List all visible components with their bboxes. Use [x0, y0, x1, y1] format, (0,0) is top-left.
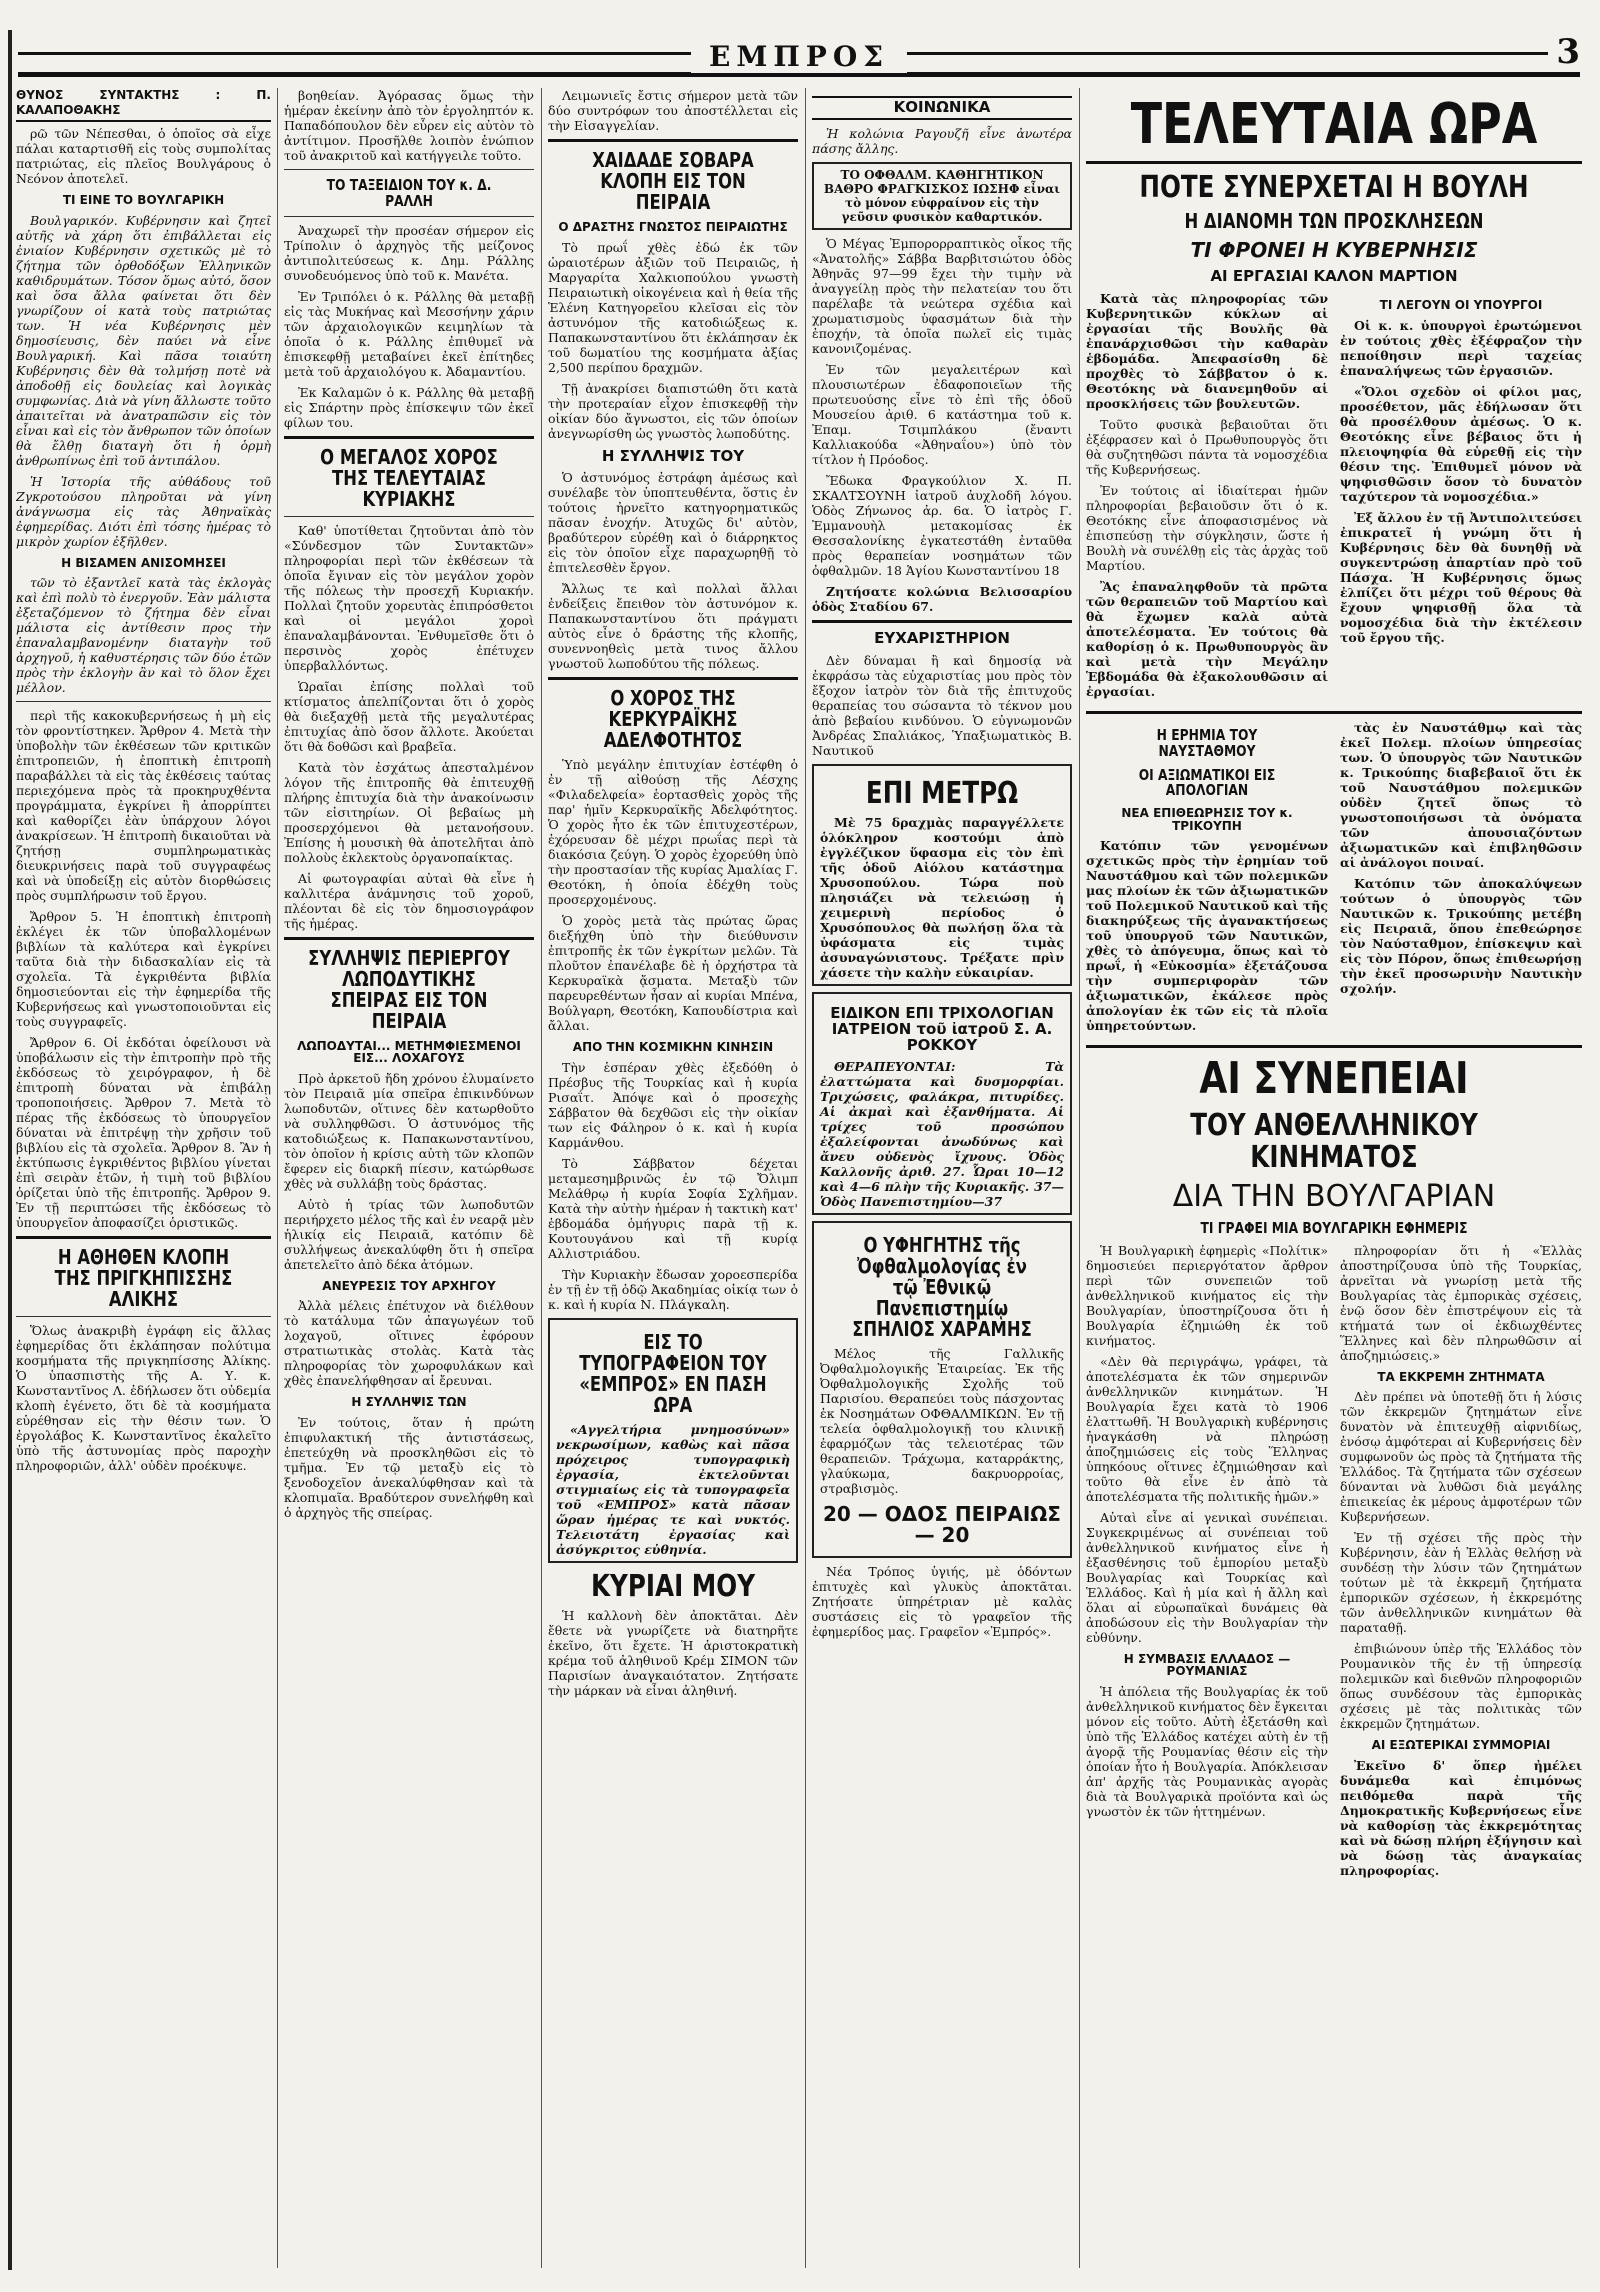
headline-naval-yard: Η ΕΡΗΜΙΑ ΤΟΥ ΝΑΥΣΤΑΘΜΟΥ [1156, 726, 1258, 760]
headline-pickpocket-ring: ΣΥΛΛΗΨΙΣ ΠΕΡΙΕΡΓΟΥ ΛΩΠΟΔΥΤΙΚΗΣ ΣΠΕΙΡΑΣ ΕΙΣ ΤΟΝ ΠΕΙΡΑΙΑ [308, 945, 510, 1033]
section-social: ΚΟΙΝΩΝΙΚΑ [812, 96, 1072, 120]
subheadline: ΤΟΥ ΑΝΘΕΛΛΗΝΙΚΟΥ ΚΙΝΗΜΑΤΟΣ [1190, 1108, 1478, 1175]
column-1 [16, 88, 271, 2278]
article-paragraph: τὰς ἐν Ναυστάθμῳ καὶ τὰς ἐκεῖ Πολεμ. πλοίων ὑπηρεσίας των. Ὁ ὑπουργὸς τῶν Ναυτικῶν κ. Τρικούπης διαβεβαιοῖ ὅτι ἐκ τοῦ Ναυστάθμου πολεμικῶν οὐδὲν ζητεῖ ὅπως τὸ γνωστοποιήσωσι τὰ ὀνόματα τῶν ἀπουσιαζόντων ἀξιωματικῶν καὶ ἐπιβληθῶσιν αἱ ἀνάλογοι ποιναί. [1340, 720, 1582, 871]
headline-thanks: ΕΥΧΑΡΙΣΤΗΡΙΟΝ [874, 628, 1010, 647]
ad-headline: ΕΙΣ ΤΟ ΤΥΠΟΓΡΑΦΕΙΟΝ ΤΟΥ «ΕΜΠΡΟΣ» ΕΝ ΠΑΣΗ ΩΡΑ [579, 1329, 767, 1417]
subheadline: ΑΠΟ ΤΗΝ ΚΟΣΜΙΚΗΝ ΚΙΝΗΣΙΝ [572, 1040, 774, 1055]
two-column-article [1086, 720, 1582, 1039]
article-paragraph: Ἡ Βουλγαρικὴ ἐφημερὶς «Πολίτικ» δημοσιεύει περιεργότατον ἄρθρον περὶ τῶν συνεπειῶν τοῦ ἀνθελληνικοῦ κινήματος εἰς τὴν Βουλγαρίαν, ὑποστηρίζουσα ὅτι ἡ Βουλγαρία ἐζημιώθη ἐκ τοῦ κινήματος. [1086, 1242, 1328, 1348]
ad-headline: Ο ΥΦΗΓΗΤΗΣ τῆς Ὀφθαλμολογίας ἐν τῷ Ἐθνικῷ Πανεπιστημίῳ ΣΠΗΛΙΟΣ ΧΑΡΑΜΗΣ [852, 1233, 1032, 1342]
article-paragraph: Τὴν Κυριακὴν ἔδωσαν χοροεσπερίδα ἐν τῇ ἐν τῇ ὁδῷ Ἀκαδημίας οἰκίᾳ των ὁ κ. καὶ ἡ κυρία Ν. Πλάγκαλη. [548, 1266, 798, 1312]
article-paragraph: Κατὰ τὸν ἐσχάτως ἀπεσταλμένον λόγον τῆς ἐπιτροπῆς θὰ ἐπιτευχθῇ πλήρης ἐπιτυχία διὰ τὴν ἀνακοίνωσιν τῶν εἰσιτηρίων. Οἱ βεβαίως μὴ προσερχόμενοι θὰ μετανοήσουν. Ἐπίσης ἡ μουσικὴ θὰ ἀποτελῆται ἀπὸ πολλοὺς ἐκλεκτοὺς ὀργανοπαίκτας. [284, 759, 534, 865]
headline-rallis-trip: ΤΟ ΤΑΞΕΙΔΙΟΝ ΤΟΥ κ. Δ. ΡΑΛΛΗ [326, 176, 492, 210]
subheadline: Η ΔΙΑΝΟΜΗ ΤΩΝ ΠΡΟΣΚΛΗΣΕΩΝ [1184, 209, 1484, 234]
ad-address: 20 — ΟΔΟΣ ΠΕΙΡΑΙΩΣ — 20 [823, 1502, 1061, 1548]
tailor-ad [812, 764, 1072, 987]
headline-stolen-jewels: Η ΑΘΗΘΕΝ ΚΛΟΠΗ ΤΗΣ ΠΡΙΓΚΗΠΙΣΣΗΣ ΑΛΙΚΗΣ [54, 1245, 233, 1312]
subheadline: ΟΙ ΑΞΙΩΜΑΤΙΚΟΙ ΕΙΣ ΑΠΟΛΟΓΙΑΝ [1138, 765, 1276, 800]
article-paragraph: Αὐταὶ εἶνε αἱ γενικαὶ συνέπειαι. Συγκεκριμένως αἱ συνέπειαι τοῦ ἀνθελληνικοῦ κινήματος εἶνε ἡ ἐξασθένησις τοῦ ἐμπορίου μεταξὺ Βουλγαρίας καὶ Τουρκίας καὶ Ἑλλάδος. Καὶ ἡ μία καὶ ἡ ἄλλη καὶ ὅλαι αἱ εὐρωπαϊκαὶ δυνάμεις θὰ ἀποδώσουν εἰς τὴν Βουλγαρίαν τὴν εὐθύνην. [1086, 1509, 1328, 1645]
column-divider [1079, 88, 1080, 2268]
article-paragraph: Οἱ κ. κ. ὑπουργοὶ ἐρωτώμενοι ἐν τούτοις χθὲς ἐξέφραζον τὴν πεποίθησιν περὶ ταχείας ἐπαναλήψεως τῶν ἐργασιῶν. [1340, 317, 1582, 378]
headline-last-hour: ΤΕΛΕΥΤΑΙΑ ΩΡΑ [1130, 92, 1538, 157]
article-divider [284, 516, 534, 517]
article-paragraph: πληροφορίαν ὅτι ἡ «Ἑλλὰς ἀποστηρίζουσα ὑπὸ τῆς Τουρκίας, ἀρνεῖται νὰ γνωρίσῃ μετὰ τῆς Βουλγαρίας τὰς ἐμπορικὰς σχέσεις, ἐνῷ ὅσον δὲν ἐπιστρέψουν εἰς τὰ κτήματά των οἱ ἐκδιωχθέντες Ἕλληνες καὶ δὲν πληρωθῶσιν αἱ ἀποζημιώσεις.» [1340, 1242, 1582, 1363]
article-paragraph: Δὲν δύναμαι ἢ καὶ δημοσίᾳ νὰ ἐκφράσω τὰς εὐχαριστίας μου πρὸς τὸν ἔξοχον ἰατρὸν τὸν διὰ τῆς ἐπιτυχοῦς θεραπείας του σώσαντα τὸ τέκνον μου ἀπὸ βεβαίου κινδύνου. Ὁ εὐγνωμονῶν Ἀνδρέας Σπαλιάκος, Ὑπαξιωματικὸς Β. Ναυτικοῦ [812, 652, 1072, 758]
editor-line: ΘΥΝΟΣ ΣΥΝΤΑΚΤΗΣ : Π. ΚΑΛΑΠΟΘΑΚΗΣ [16, 88, 271, 122]
article-paragraph: ἐπιβιώνουν ὑπὲρ τῆς Ἑλλάδος τὸν Ρουμανικὸν τῆς ἐν τῇ ὑπηρεσίᾳ πολεμικῶν καὶ διεθνῶν πληροφοριῶν ὅπως συνδέσουν τὰς ἐμπορικὰς σχέσεις μὲ τὰς πολιτικὰς τῶν ἐκκρεμῶν ζητημάτων. [1340, 1641, 1582, 1732]
mineral-water-ad: ΤΟ ΟΦΘΑΛΜ. ΚΑΘΗΓΗΤΙΚΟΝ ΒΑΘΡΟ ΦΡΑΓΚΙΣΚΟΣ ΙΩΣΗΦ εἶναι τὸ μόνον εὐφραίνον εἰς τὴν γεῦσιν φυσικὸν καθαρτικόν. [812, 162, 1072, 230]
article-paragraph: Ἀλλὰ μέλεις ἐπέτυχον νὰ διέλθουν τὸ κατάλυμα τῶν ἀπαγωγέων τοῦ λοχαγοῦ, οἵτινες ἐφόρουν στρατιωτικὰς στολὰς. Κατὰ τὰς πληροφορίας τὸν χωροφυλάκων καὶ χθὲς ἐπανελήφθησαν αἱ ἔρευναι. [284, 1298, 534, 1389]
column-divider [277, 88, 278, 2268]
article-paragraph: Ἐξ ἄλλου ἐν τῇ Ἀντιπολιτεύσει ἐπικρατεῖ ἡ γνώμη ὅτι ἡ Κυβέρνησις δὲν θὰ δυνηθῇ νὰ συγκεντρώσῃ ἀπαρτίαν πρὸ τοῦ Πάσχα. Ἡ Κυβέρνησις ὅμως ἐλπίζει ὅτι μέχρι τοῦ θέρους θὰ ἔχουν ψηφισθῇ ὅλα τὰ νομοσχέδια διὰ τὴν ἐκτέλεσιν τοῦ ἔργου τῆς. [1340, 509, 1582, 645]
subheadline: ΤΙ ΛΕΓΟΥΝ ΟΙ ΥΠΟΥΡΓΟΙ [1379, 298, 1543, 313]
newspaper-title: ΕΜΠΡΟΣ [691, 40, 907, 73]
article-divider [284, 169, 534, 170]
article-paragraph: Αἱ φωτογραφίαι αὐταὶ θὰ εἶνε ἡ καλλιτέρα ἀνάμνησις τοῦ χοροῦ, πλέονται δὲ εἰς τὸν δημοσιογράφον τῆς ἡμέρας. [284, 870, 534, 931]
article-paragraph: Ὁ χορὸς μετὰ τὰς πρώτας ὥρας διεξήχθη ὑπὸ τὴν διεύθυνσιν ἐπιτροπῆς ἐκ τῶν ἐγκρίτων μελῶν. Τὰ πλοῦτον ἐπανέλαβε δὲ ἡ ὀρχήστρα τὰ Κερκυραϊκὰ ᾄσματα. Μεταξὺ τῶν παρευρεθέντων ἦσαν αἱ κυρίαι Μπένα, Βούλγαρη, Θεοτόκη, Καπουδίστρια καὶ ἄλλαι. [548, 913, 798, 1034]
subheadline: ΝΕΑ ΕΠΙΘΕΩΡΗΣΙΣ ΤΟΥ κ. ΤΡΙΚΟΥΠΗ [1121, 806, 1293, 833]
article-divider [16, 1236, 271, 1239]
article-paragraph: Ὑπὸ μεγάλην ἐπιτυχίαν ἐστέφθη ὁ ἐν τῇ αἰθούσῃ τῆς Λέσχης «Φιλαδελφεία» ἑορτασθεὶς χορὸς τῆς παρ' ἡμῖν Κερκυραϊκῆς Ἀδελφότητος. Ὁ χορὸς ἦτο ἐκ τῶν ἐπιτυχεστέρων, ἐχόρευσαν δὲ μέχρι πρωΐας περὶ τὰ διακόσια ζεύγη. Ὁ χορὸς ἐχορεύθη ὑπὸ τὴν προστασίαν τῆς κυρίας Ἀμαλίας Γ. Θεοτόκη, ἡ ὁποία ἐδέχθη τοὺς προσερχομένους. [548, 757, 798, 908]
article-paragraph: Ἂς ἐπαναληφθοῦν τὰ πρῶτα τῶν θεραπειῶν τοῦ Μαρτίου καὶ θὰ ἔχωμεν καλὰ αὐτὰ ἀποτελέσματα. Ἐν τούτοις θὰ καθορίσῃ ὁ κ. Πρωθυπουργὸς ἂν καὶ μετὰ τὴν Μεγάλην Ἑβδομάδα θὰ ἐξακολουθῶσιν αἱ ἐργασίαι. [1086, 579, 1328, 700]
article-paragraph: Τὴν ἑσπέραν χθὲς ἐξεδόθη ὁ Πρέσβυς τῆς Τουρκίας καὶ ἡ κυρία Ρισαΐτ. Ἀπόψε καὶ ὁ προσεχὴς Σάββατον θὰ δεχθῶσι εἰς τὴν οἰκίαν των εἰς Φάληρον ὁ κ. καὶ ἡ κυρία Καρμάνθου. [548, 1059, 798, 1150]
article-paragraph: τῶν τὸ ἐξαντλεῖ κατὰ τὰς ἐκλογὰς καὶ ἐπὶ πολὺ τὸ ἐνεργοῦν. Ἐὰν μάλιστα ἐξεταζόμενον τὸ ζήτημα δὲν εἶναι μάλιστα εἰς ἀντίθεσιν προς τὴν ἐπαναλαμβανομένην διαταγὴν τοῦ ἀρχηγοῦ, ἡ καθυστέρησις τῶν δύο ἑτῶν πρὸς τὴν ἐκλογὴν ἂν καὶ τὸ ὅλον ἔχει μέλλον. [16, 575, 271, 696]
article-paragraph: «Δὲν θὰ περιγράψω, γράφει, τὰ ἀποτελέσματα ἐκ τῶν σημερινῶν ἀνθελληνικῶν κινημάτων. Ἡ Βουλγαρία ἔχει κατὰ τὸ 1906 ἐλαττωθῆ. Ἡ Βουλγαρικὴ κυβέρνησις ἠναγκάσθη νὰ πληρώσῃ ἀποζημιώσεις εἰς τοὺς Ἕλληνας ὑπηκόους οἵτινες ἐζημιώθησαν καὶ τοῦτο θὰ εἶνε ἐν ἀπὸ τὰ ἀποτελέσματα τῆς πολιτικῆς ἡμῶν.» [1086, 1353, 1328, 1504]
article-paragraph: βοηθείαν. Ἀγόρασας ὅμως τὴν ἡμέραν ἐκείνην ἀπὸ τὸν ἐργοληπτόν κ. Παπαδόπουλον δὲν εὗρεν εἰς αὐτὸν τὸ ἀντίτιμον. Προσῆλθε λοιπὸν ἐνώπιον τοῦ ἀνακριτοῦ καὶ κατήγγειλε τοῦτο. [284, 88, 534, 163]
headline-parliament: ΠΟΤΕ ΣΥΝΕΡΧΕΤΑΙ Η ΒΟΥΛΗ [1139, 169, 1529, 205]
subheadline: Η ΣΥΛΛΗΨΙΣ ΤΩΝ [351, 1395, 467, 1410]
doctor-rokkou-ad [812, 992, 1072, 1215]
article-paragraph: Ὅλως ἀνακριβὴ ἐγράφη εἰς ἄλλας ἐφημερίδας ὅτι ἐκλάπησαν πολύτιμα κοσμήματα τῆς πριγκηπίσσης Ἀλίκης. Ὁ ὑπασπιστὴς τῆς Α. Υ. κ. Κωνσταντῖνος Λ. ἐδήλωσεν ὅτι οὐδεμία κλοπὴ ἐγένετο, ὅτι δὲ τὰ κοσμήματα εὑρέθησαν εἰς τὴν θέσιν των. Ὁ ἐργολάβος Κ. Κωνσταντῖνος ἐκαλεῖτο ὑπὸ τῆς ἀστυνομίας πρὸς παροχὴν πληροφοριῶν, ἀλλ' οὐδὲν προέκυψε. [16, 1323, 271, 1474]
article-paragraph: Ἐκεῖνο δ' ὅπερ ἠμέλει δυνάμεθα καὶ ἐπιμόνως πειθόμεθα παρὰ τῆς Δημοκρατικῆς Κυβερνήσεως εἶνε νὰ καθορίσῃ τὰς ἐκκρεμότητας καὶ νὰ δώσῃ πλήρη ἐξήγησιν καὶ νὰ δώσῃ τὰς ἀναγκαίας πληροφορίας. [1340, 1757, 1582, 1878]
headline-piraeus-theft: ΧΑΙΔΑΔΕ ΣΟΒΑΡΑ ΚΛΟΠΗ ΕΙΣ ΤΟΝ ΠΕΙΡΑΙΑ [592, 148, 754, 214]
headline-consequences: ΑΙ ΣΥΝΕΠΕΙΑΙ [1199, 1053, 1469, 1105]
article-paragraph: περὶ τῆς κακοκυβερνήσεως ἡ μὴ εἰς τὸν φροντίστηκεν. Ἄρθρον 4. Μετὰ τὴν ὑποβολὴν τῶν ἐκθέσεων τῶν κριτικῶν ἐπιτροπειῶν, ἡ ἐποπτικὴ ἐπιτροπὴ παραβάλλει τὰ εἰς τὰς ἐκθέσεις ταύτας περιεχόμενα πρὸς τὰ προκηρυχθέντα προγράμματα, ἐγκρίνει ἢ ἀπορρίπτει καὶ καθορίζει ἐὰν ὑπάρχουν λόγοι ἀνακρίσεων. Ἡ ἐπιτροπὴ δικαιοῦται νὰ ζητήσῃ συμπληρωματικὰς διευκρινήσεις παρὰ τοῦ συγγραφέως καὶ νὰ ὑποδείξῃ εἰς αὐτὸν διορθώσεις πρὸς συμπλήρωσιν τοῦ ἔργου. [16, 708, 271, 904]
article-paragraph: Κατὰ τὰς πληροφορίας τῶν Κυβερνητικῶν κύκλων αἱ ἐργασίαι τῆς Βουλῆς θὰ ἐπανάρχισθῶσι τὴν καθαρὰν ἑβδομάδα. Ἀπεφασίσθη δὲ προχθὲς τὸ Σάββατον ὁ κ. Θεοτόκης νὰ διανεμηθοῦν αἱ προσκλήσεις τῶν βουλευτῶν. [1086, 291, 1328, 412]
page-number: 3 [1548, 32, 1580, 72]
article-paragraph: Ὁ ἀστυνόμος ἐστράφη ἀμέσως καὶ συνέλαβε τὸν ὑποπτευθέντα, ὅστις ἐν τούτοις ἠρνεῖτο κατηγορηματικῶς πᾶσαν ἐνοχήν. Ἀτυχῶς δι' αὐτὸν, βραδύτερον εὑρέθη καὶ ὁ διάρρηκτος εἰς τὸν ὁποῖον εἶχε παραχωρηθῇ τὸ ἐπιτελεσθὲν ἔργον. [548, 470, 798, 576]
subheadline: Ο ΔΡΑΣΤΗΣ ΓΝΩΣΤΟΣ ΠΕΙΡΑΙΩΤΗΣ [558, 220, 788, 234]
subheadline: ΑΝΕΥΡΕΣΙΣ ΤΟΥ ΑΡΧΗΓΟΥ [322, 1278, 496, 1293]
article-divider [284, 216, 534, 217]
column-2 [284, 88, 534, 2278]
section-label: ΤΙ ΕΙΝΕ ΤΟ ΒΟΥΛΓΑΡΙΚΗ [62, 193, 225, 207]
article-paragraph: Ἡ κολώνια Ραγουζῆ εἶνε ἀνωτέρα πάσης ἄλλης. [812, 125, 1072, 156]
masthead [18, 34, 1580, 74]
article-paragraph: Τοῦτο φυσικὰ βεβαιοῦται ὅτι ἐξέφρασεν καὶ ὁ Πρωθυπουργὸς ὅτι θὰ συζητηθῶσι πάντα τὰ νομοσχέδια τῆς Κυβερνήσεως. [1086, 417, 1328, 478]
ad-body: «Αγγελτήρια μνημοσύνων» νεκρωσίμων, καθὼς καὶ πᾶσα πρόχειρος τυπογραφικὴ ἐργασία, ἐκτελοῦνται στιγμιαίως εἰς τὰ τυπογραφεῖα τοῦ «ΕΜΠΡΟΣ» κατὰ πᾶσαν ὥραν ἡμέρας τε καὶ νυκτός. Τελειοτάτη ἐργασίας καὶ ἀσύγκριτος εὐθηνία. [556, 1421, 790, 1557]
article-paragraph: Ἀναχωρεῖ τὴν προσέαν σήμερον εἰς Τρίπολιν ὁ ἀρχηγὸς τῆς μείζονος ἀντιπολιτεύσεως κ. Δημ. Ράλλης συνοδευόμενος ὑπὸ τοῦ κ. Μανέτα. [284, 222, 534, 283]
subheadline: ΛΩΠΟΔΥΤΑΙ... ΜΕΤΗΜΦΙΕΣΜΕΝΟΙ ΕΙΣ... ΛΟΧΑΓΟΥΣ [297, 1038, 521, 1066]
article-paragraph: Πρὸ ἀρκετοῦ ἤδη χρόνου ἐλυμαίνετο τὸν Πειραιᾶ μία σπεῖρα ἐπικινδύνων λωποδυτῶν, οἵτινες δὲν κατωρθοῦτο νὰ συλληφθῶσι. Ὁ ἀστυνόμος τῆς κατοδιώξεως κ. Παπακωνσταντίνου, τὸν ὁποῖον ἡ κρίσις αὐτὴ τῶν κλοπῶν ἔφερεν εἰς διαρκῆ πίεσιν, κατώρθωσε χθὲς νὰ συλλάβῃ τοὺς δράστας. [284, 1070, 534, 1191]
right-section [1086, 88, 1582, 2278]
headline-corfu-ball: Ο ΧΟΡΟΣ ΤΗΣ ΚΕΡΚΥΡΑΪΚΗΣ ΑΔΕΛΦΟΤΗΤΟΣ [603, 686, 743, 753]
article-divider [1086, 1045, 1582, 1048]
column-divider [541, 88, 542, 2268]
article-paragraph: «Ὅλοι σχεδὸν οἱ φίλοι μας, προσέθετον, μᾶς ἐδήλωσαν ὅτι θὰ προσέλθουν ἀμέσως. Ὁ κ. Θεοτόκης εἶνε βέβαιος ὅτι ἡ πλειοψηφία θὰ εὑρεθῇ εἰς τὴν θέσιν της. Ἐπιθυμεῖ μόνον νὰ ψηφισθῶσιν ὅσον τὸ δυνατὸν ταχύτερον τὰ νομοσχέδια.» [1340, 383, 1582, 504]
article-paragraph: Ζητήσατε κολώνια Βελισσαρίου ὁδὸς Σταδίου 67. [812, 583, 1072, 614]
ad-body: Μέλος τῆς Γαλλικῆς Ὀφθαλμολογικῆς Ἑταιρείας. Ἐκ τῆς Ὀφθαλμολογικῆς Σχολῆς τοῦ Παρισίου. Θεραπεύει τοὺς πάσχοντας ἐκ Νοσημάτων ΟΦΘΑΛΜΙΚΩΝ. Ἐν τῇ τελεία ὀφθαλμολογικῇ του κλινικῇ ἐφαρμόζων τὰς τελειοτέρας τῶν θεραπειῶν. Τράχωμα, καταρράκτης, γλαύκωμα, δακρυορροίας, στραβισμὸς. [820, 1346, 1064, 1497]
column-3 [548, 88, 798, 2278]
subheadline: Η ΣΥΛΛΗΨΙΣ ΤΟΥ [601, 446, 745, 465]
article-paragraph: Ὁ Μέγας Ἐμπορορραπτικὸς οἶκος τῆς «Ἀνατολῆς» Σάββα Βαρβιτσιώτου ὁδὸς Ἀθηνᾶς 97—99 ἔχει τὴν τιμὴν νὰ ἀναγγείλῃ πρὸς τὴν πελατείαν του ὅτι παρέλαβε τὰ νεώτερα σχέδια καὶ χρωματισμοὺς ὑφασμάτων διὰ τὴν ἐποχήν, τὰ ὁποῖα πωλεῖ εἰς τιμὰς κανονιζομένας. [812, 235, 1072, 356]
article-paragraph: Ἡ Ἰστορία τῆς αὐθάδους τοῦ Ζγκροτούσου πληροῦται νὰ γίνη ἀνάγνωσμα εἰς τὰς Ἀθηναϊκὰς ἐφημερίδας. Διότι ἐπὶ τόσης ἡμέρας τὸ μικρὸν χωρίον ἐξῆλθεν. [16, 473, 271, 549]
article-divider [284, 436, 534, 439]
ophthalmologist-ad [812, 1221, 1072, 1558]
article-paragraph: Κατόπιν τῶν γενομένων σχετικῶς πρὸς τὴν ἐρημίαν τοῦ Ναυστάθμου καὶ τῶν πολεμικῶν μας πλοίων ἐκ τῶν ἀξιωματικῶν τοῦ Πολεμικοῦ Ναυτικοῦ καὶ τῆς διακηρύξεως τῆς ἀγανακτήσεως τοῦ ὑπουργοῦ τῶν Ναυτικῶν, χθὲς τὸ ἀπόγευμα, ὅπως καὶ τὸ πρωΐ, ἡ «Εὐκοσμία» ἐξετάζουσα τὴν συμπεριφορὰν τῶν ἀξιωματικῶν, ἐκάλεσε πρὸς ἀπολογίαν ἐκ τῶν εἰς τὰ πλοῖα ὑπηρετούντων. [1086, 838, 1328, 1034]
headline-ladies: ΚΥΡΙΑΙ ΜΟΥ [590, 1568, 756, 1604]
section-label: Η ΒΙΣΑΜΕΝ ΑΝΙΣΟΜΗΣΕΙ [61, 555, 226, 570]
article-paragraph: Ἔδωκα Φραγκούλιον Χ. Π. ΣΚΑΛΤΣΟΥΝΗ ἰατροῦ ἀυχλοδῆ λόγου. Ὁδὸς Ζήνωνος ἀρ. 6α. Ὁ ἰατρὸς Γ. Ἐμμανουὴλ μετακομίσας ἐκ Θεσσαλονίκης ἐγκατεστάθη ἐνταῦθα πρὸς θεραπείαν νοσημάτων τῶν ὀφθαλμῶν. 18 Ἁγίου Κωνσταντίνου 18 [812, 472, 1072, 578]
subheadline: ΤΙ ΦΡΟΝΕΙ Η ΚΥΒΕΡΝΗΣΙΣ [1190, 238, 1478, 263]
article-divider [548, 139, 798, 142]
two-column-article [1086, 291, 1582, 705]
ad-headline: ΕΠΙ ΜΕΤΡΩ [865, 775, 1019, 811]
article-paragraph: Ἐν τούτοις, ὅταν ἡ πρώτη ἐπιφυλακτική τῆς ἀντιστάσεως, ἐπετεύχθη νὰ προσκληθῶσι εἰς τὸ τμῆμα. Ἐν τῷ μεταξὺ εἰς τὸ ξενοδοχεῖον ἀνεκαλύφθησαν καὶ τὰ κλοπιμαῖα. Βραδύτερον συνελήφθη καὶ ὁ ἀρχηγὸς τῆς σπείρας. [284, 1414, 534, 1520]
column-divider [805, 88, 806, 2268]
article-paragraph: Ἐκ Καλαμῶν ὁ κ. Ράλλης θὰ μεταβῇ εἰς Σπάρτην πρὸς ἐπίσκεψιν τῶν ἐκεῖ φίλων του. [284, 384, 534, 430]
article-paragraph: Αὐτὸ ἡ τρίας τῶν λωποδυτῶν περιήρχετο μέλος τῆς καὶ ἐν νεαρᾷ μὲν ἡλικίᾳ εἰς Πειραιᾶ, κατόπιν δὲ συλλήψεως ἀνεκαλύφθη ὅτι ἡ σπεῖρα ἀπετελεῖτο ἀπὸ δέκα ἀτόμων. [284, 1196, 534, 1272]
article-paragraph: Κατόπιν τῶν ἀποκαλύψεων τούτων ὁ ὑπουργὸς τῶν Ναυτικῶν κ. Τρικούπης μετέβη εἰς Πειραιᾶ, ὅπου ἐπεθεώρησε τὸν Ναύσταθμον, ἐπίσκεψιν καὶ εἰς τὸν Πόρον, ὅπως ἐπιθεωρήσῃ τὴν ἐκεῖ προσωρινὴν Ναυτικὴν σχολήν. [1340, 876, 1582, 997]
article-paragraph: Λειμωνιεῖς ἔστις σήμερον μετὰ τῶν δύο συντρόφων του ἀποστέλλεται εἰς τὴν Εἰσαγγελίαν. [548, 88, 798, 133]
article-paragraph: Ἐν τούτοις αἱ ἰδιαίτεραι ἡμῶν πληροφορίαι βεβαιοῦσιν ὅτι ὁ κ. Θεοτόκης εἶνε ἀποφασισμένος νὰ ἐπισπεύσῃ τὴν σύγκλησιν, ὥστε ἡ Βουλὴ νὰ συνέλθῃ εἰς τὰς ἀρχὰς τοῦ Μαρτίου. [1086, 483, 1328, 574]
ad-headline: ΕΙΔΙΚΟΝ ΕΠΙ ΤΡΙΧΟΛΟΓΙΑΝ ΙΑΤΡΕΙΟΝ τοῦ ἰατροῦ Σ. Α. ΡΟΚΚΟΥ [830, 1004, 1054, 1054]
article-divider [548, 677, 798, 680]
two-column-article [1086, 1243, 1582, 1884]
article-paragraph: Ἐν τῇ σχέσει τῆς πρὸς τὴν Κυβέρνησιν, ἐὰν ἡ Ἑλλὰς θελήσῃ νὰ συνδέσῃ τὴν λύσιν τῶν ζητημάτων τούτων μὲ τὰ ἐκκρεμῆ ζητήματα ἐμπορικῶν σχέσεων, ἡ ἐκκρεμότης τῶν ἀνθελληνικῶν κινημάτων θὰ παραταθῇ. [1340, 1530, 1582, 1636]
article-paragraph: Ἄλλως τε καὶ πολλαὶ ἄλλαι ἐνδείξεις ἔπειθον τὸν ἀστυνόμον κ. Παπακωνσταντίνου ὅτι πράγματι αὐτὸς εἶνε ὁ δράστης τῆς κλοπῆς, συνεννοηθεὶς μετὰ τινος ἄλλου γνωστοῦ λωποδύτου τῆς πόλεως. [548, 581, 798, 672]
article-paragraph: Ἄρθρον 6. Οἱ ἐκδόται ὀφείλουσι νὰ ὑποβάλωσιν εἰς τὴν ἐπιτροπὴν πρὸ τῆς ἐκδόσεως τὸ χειρόγραφον, ἡ δὲ ἐπιτροπὴ δύναται νὰ ἐπιβάλῃ τροποποιήσεις. Ἄρθρον 7. Μετὰ τὸ πέρας τῆς ἐκδόσεως τὸ ὑπουργεῖον δύναται νὰ ἐπιτρέψῃ τὴν χρῆσιν τοῦ βιβλίου εἰς τὰ σχολεῖα. Ἄρθρον 8. Ἂν ἡ ἐκτύπωσις ἐγκριθέντος βιβλίου γίνεται ἐπὶ σειρὰν ἐτῶν, ἡ τιμὴ τοῦ βιβλίου ὁρίζεται ὑπὸ τῆς ἐπιτροπῆς. Ἄρθρον 9. Ἐν τῇ περιπτώσει τῆς ἐκδόσεως τὸ ὑπουργεῖον ἀποφασίζει ὁριστικῶς. [16, 1035, 271, 1231]
article-divider [284, 937, 534, 940]
left-frame-rule [8, 30, 12, 2270]
article-divider [1086, 711, 1582, 714]
article-paragraph: Βουλγαρικόν. Κυβέρνησιν καὶ ζητεῖ αὐτῆς νὰ χάρη ὅτι ἐπιβάλλεται εἰς ἐνιαίον Κυβέρνησιν σχετικῶς μὲ τὸ ζήτημα τῶν ὀρθοδόξων Ἑλληνικῶν καθιδρυμάτων. Τόσον ὅμως αὐτό, ὅσον καὶ ὅσα ἄλλα φαίνεται ὅτι δὲν γνωρίζουν οἱ κατὰ τοὺς πατριώτας των. Ἡ νέα Κυβέρνησις μὲν δημοσίευσις, δὲν παύει νὰ εἶνε Βουλγαρική. Καὶ πᾶσα τοιαύτη Κυβέρνησις δὲν θὰ τολμήσῃ ποτὲ νὰ ἀποδοθῇ εἰς δουλείας καὶ λογικὰς συμφωνίας. Διὰ νὰ γίνη ἄλλωστε τοῦτο ἀπαιτεῖται νὰ ἀνατραπῶσιν εἰς τὸν εἶναι καὶ εἰς τὸν ἄνθρωπον τῶν ὁποίων θὰ ἔλθῃ διαταγὴ ὅτι ἡ ὁρμὴ ἀνθρωπίνως ἐπὶ τοῦ ἀντιπάλου. [16, 212, 271, 468]
article-paragraph: Ὡραῖαι ἐπίσης πολλαὶ τοῦ κτίσματος ἀπελπίζονται ὅτι ὁ χορὸς θὰ διεξαχθῇ μετὰ τῆς μεγαλυτέρας ἐπιτυχίας ἀπὸ ὅσον ἄλλοτε. Ἀκούεται ὅτι θὰ δοθῶσι καὶ βραβεῖα. [284, 678, 534, 754]
article-divider [16, 701, 271, 702]
article-paragraph: Ἐν τῶν μεγαλειτέρων καὶ πλουσιωτέρων ἐδαφοποιεῖων τῆς πρωτευούσης εἶνε τὸ ἐπὶ τῆς ὁδοῦ Μουσείου ἀριθ. 6 κατάστημα τοῦ κ. Ἐπαμ. Τσιμπλάκου (ἔναντι Καλλιακούδα «Ἀθηναΐου») ὑπὸ τὸν τίτλον ἡ Πρόοδος. [812, 361, 1072, 467]
subheadline: Η ΣΥΜΒΑΣΙΣ ΕΛΛΑΔΟΣ — ΡΟΥΜΑΝΙΑΣ [1123, 1651, 1291, 1679]
subheadline: ΤΑ ΕΚΚΡΕΜΗ ΖΗΤΗΜΑΤΑ [1377, 1369, 1545, 1384]
headline-great-ball: Ο ΜΕΓΑΛΟΣ ΧΟΡΟΣ ΤΗΣ ΤΕΛΕΥΤΑΙΑΣ ΚΥΡΙΑΚΗΣ [320, 444, 498, 511]
article-paragraph: ρῶ τῶν Νέπεσθαι, ὁ ὁποῖος σὰ εἶχε πάλαι καταρτισθῆ εἰς τοὺς συμπολίτας πατριώτας, εἰς πλεῖος Βουλγάρους ὁ Νεόνον ἀποτελεῖ. [16, 126, 271, 186]
subheadline: ΑΙ ΕΡΓΑΣΙΑΙ ΚΑΛΟΝ ΜΑΡΤΙΟΝ [1210, 267, 1458, 286]
article-paragraph: Ἡ καλλονὴ δὲν ἀποκτᾶται. Δὲν ἔθετε νὰ γνωρίζετε νὰ διατηρῆτε ἐκεῖνο, ὅτι ἔχετε. Ἡ ἀριστοκρατικὴ κρέμα τοῦ ἀληθινοῦ Κρέμ ΣΙΜΟΝ τῶν Παρισίων ἀναγκαιότατον. Ζητήσατε τὴν μάρκαν νὰ εἶναι ἀληθινή. [548, 1608, 798, 1699]
article-paragraph: Ἄρθρον 5. Ἡ ἐποπτικὴ ἐπιτροπὴ ἐκλέγει ἐκ τῶν ὑποβαλλομένων βιβλίων τὰ καλύτερα καὶ ἐγκρίνει ταῦτα διὰ τὴν διδασκαλίαν εἰς τὰ σχολεῖα. Τὰ ἐγκριθέντα βιβλία δημοσιεύονται εἰς τὴν ἐφημερίδα τῆς Κυβερνήσεως καὶ γνωστοποιοῦνται εἰς τοὺς συγγραφεῖς. [16, 909, 271, 1030]
ad-body: ΘΕΡΑΠΕΥΟΝΤΑΙ: Τὰ ἐλαττώματα καὶ δυσμορφίαι. Τριχώσεις, φαλάκρα, πιτυρίδες. Αἱ ἀκμαὶ καὶ ἐξανθήματα. Αἱ τρίχες τοῦ προσώπου ἐξαλείφονται ἀνωδύνως καὶ ἄνευ οὐδενὸς ἴχνους. Ὁδὸς Καλλονῆς ἀριθ. 27. Ὧραι 10—12 καὶ 4—6 πλὴν τῆς Κυριακῆς. 37—Ὁδὸς Πανεπιστημίου—37 [820, 1059, 1064, 1210]
ad-body: Μὲ 75 δραχμὰς παραγγέλλετε ὁλόκληρον κοστούμι ἀπὸ ἐγγλέζικον ὕφασμα εἰς τὸν ἐπὶ τῆς ὁδοῦ Αἰόλου κατάστημα Χρυσοπούλου. Τώρα ποὺ πλησιάζει νὰ τελειώσῃ ἡ χειμερινὴ περίοδος ὁ Χρυσόπουλος θὰ πωλήσῃ ὅλα τὰ ὑφάσματα εἰς τιμὰς ἀσυναγώνιστους. Τρέξατε πρὶν χάσετε τὴν καλὴν εὐκαιρίαν. [820, 815, 1064, 980]
column-4 [812, 88, 1072, 2278]
article-paragraph: Τὸ Σάββατον δέχεται μεταμεσημβρινῶς ἐν τῷ Ὄλιμπ Μελάθρῳ ἡ κυρία Σοφία Σχλῆμαν. Κατὰ τὴν αὐτὴν ἡμέραν ἡ τακτικὴ κατ' ἐβδομάδα ὁμήγυρις παρὰ τῇ κ. Κουτουγάνου καὶ τῇ κυρίᾳ Αλλιστριάδου. [548, 1155, 798, 1261]
article-paragraph: Τὸ πρωΐ χθὲς ἐδώ ἐκ τῶν ὡραιοτέρων ἀξιῶν τοῦ Πειραιῶς, ἡ Μαργαρίτα Χαλκιοπούλου γνωστὴ Πειραιωτικὴ οἰκογένεια καὶ ἡ θεία τῆς Ἑλένη Κατηγορεῖου κλεῖσαι εἰς τὸν ἀστυνόμον τῆς κατοδιώξεως κ. Παπακωνσταντίνου ὅτι ἐκλάπησαν ἐκ τοῦ δωματίου της κοσμήματα ἀξίας 2,500 περίπου δραχμῶν. [548, 239, 798, 375]
article-paragraph: Ἐν Τριπόλει ὁ κ. Ράλλης θὰ μεταβῇ εἰς τὰς Μυκήνας καὶ Μεσσήνην χάριν τῶν ἀρχαιολογικῶν κειμηλίων τὰ ὁποῖα ὁ κ. Ράλλης ἐπιθυμεῖ νὰ ἐπισκεφθῇ μεταβαίνει ἐκεῖ ἐπίτηδες μετὰ τοῦ ἀρχαιολόγου κ. Ἀδαμαντίου. [284, 288, 534, 379]
article-divider [16, 1316, 271, 1317]
subheadline: ΑΙ ΕΞΩΤΕΡΙΚΑΙ ΣΥΜΜΟΡΙΑΙ [1371, 1738, 1551, 1753]
subheadline: ΤΙ ΓΡΑΦΕΙ ΜΙΑ ΒΟΥΛΓΑΡΙΚΗ ΕΦΗΜΕΡΙΣ [1200, 1218, 1468, 1237]
article-paragraph: Νέα Τρόπος ὑγιής, μὲ ὁδόντων ἐπιτυχὲς καὶ γλυκὺς ἀποκτᾶται. Ζητήσατε ὑπηρέτριαν μὲ καλὰς συστάσεις εἰς τὸ γραφεῖον τῆς ἐφημερίδος μας. Γραφεῖον «Ἐμπρός». [812, 1564, 1072, 1640]
article-paragraph: Καθ' ὑποτίθεται ζητοῦνται ἀπὸ τὸν «Σύνδεσμον τῶν Συντακτῶν» πληροφορίαι περὶ τῶν ἐκθέσεων τὰ ὁποῖα ἔγιναν εἰς τὸν μεγάλον χορὸν τῆς πόλεως τὴν προσεχῆ Κυριακήν. Πολλαὶ ζητοῦν χορευτὰς ἐπιπρόσθετοι καὶ οἱ μεγάλοι χοροὶ ἐπαναλαμβάνονται. Ἐνθυμεῖσθε ὅτι ὁ περσινὸς χορὸς ἐπέτυχεν ὑπερβαλλόντως. [284, 522, 534, 673]
article-divider [812, 620, 1072, 623]
subheadline: ΔΙΑ ΤΗΝ ΒΟΥΛΓΑΡΙΑΝ [1172, 1179, 1496, 1215]
print-shop-ad [548, 1318, 798, 1563]
article-paragraph: Ἡ ἀπόλεια τῆς Βουλγαρίας ἐκ τοῦ ἀνθελληνικοῦ κινήματος δὲν ἔγκειται μόνον εἰς τοῦτο. Αὐτὴ ἐξετάσθη καὶ ὑπὸ τῆς Ἑλλάδος κατέχει αὐτὴ ἐν τῇ ἀγορᾷ τῆς Ρουμανίας θέσιν εἰς τὴν ὁποίαν ἦτο ἡ Βουλγαρία. Ἀπόκλεισαν ἀπ' ἀρχῆς τὰς Ρουμανικὰς αγορὰς διὰ τὰ Βουλγαρικὰ προϊόντα καὶ ὡς γνωστὸν ἐκ τῶν ἡττημένων. [1086, 1683, 1328, 1819]
article-paragraph: Δὲν πρέπει νὰ ὑποτεθῇ ὅτι ἡ λύσις τῶν ἐκκρεμῶν ζητημάτων εἶνε δυνατὸν νὰ ἐπιτευχθῇ αἰφνιδίως, ἐνόσῳ ἀμφότεραι αἱ Κυβερνήσεις δὲν συμφωνοῦν ὡς πρὸς τὰ ζητήματα τῆς Ἑλλάδος. Τὰ ζητήματα τῶν σχέσεων δύνανται νὰ λυθῶσι διὰ μεγάλης ἐπιεικείας ἐκ μέρους ἀμφοτέρων τῶν Κυβερνήσεων. [1340, 1389, 1582, 1525]
article-divider [1086, 161, 1582, 164]
article-paragraph: Τῇ ἀνακρίσει διαπιστώθη ὅτι κατὰ τὴν προτεραίαν εἶχον ἐπισκεφθῇ τὴν οἰκίαν δύο ἄγνωστοι, εἰς τῶν ὁποίων ἀνεγνωρίσθη ὡς γνωστὸς λωποδύτης. [548, 380, 798, 441]
